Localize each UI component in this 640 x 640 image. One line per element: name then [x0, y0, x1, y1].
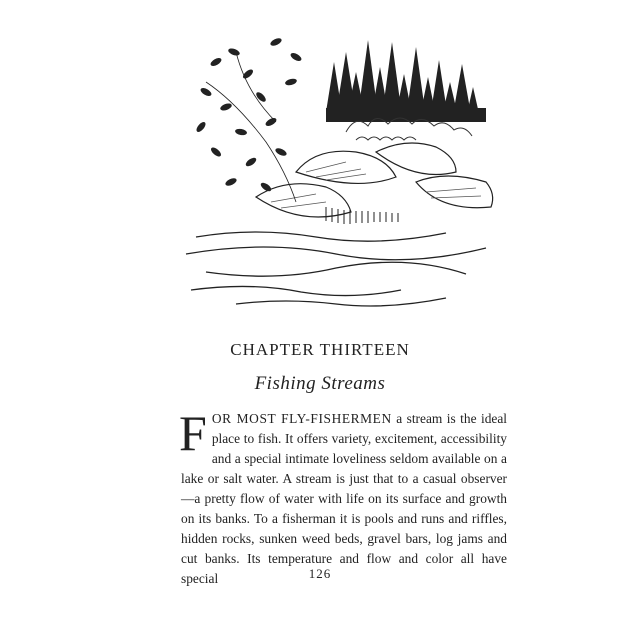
- drop-cap: F: [179, 405, 207, 461]
- lead-in-small-caps: OR MOST FLY-FISHERMEN: [211, 411, 392, 426]
- chapter-heading: CHAPTER THIRTEEN: [230, 340, 410, 359]
- body-paragraph: [179, 405, 507, 589]
- river-landscape-illustration: [176, 22, 516, 312]
- paragraph-text: a stream is the ideal place to fish. It offers variety, excitement, accessibility and a special intimate loveliness seldom available on a lake or salt water. A stream is just that to a casual observer —a pretty flow of water with life on its surface and growth on its banks. To a fisherman it is pools and runs and riffles, hidden rocks, sunken weed beds, gravel bars, log jams and cut banks. Its temperature and flow and color all have special: [181, 411, 507, 586]
- chapter-title: Fishing Streams: [254, 373, 386, 394]
- page-number: 126: [308, 566, 332, 581]
